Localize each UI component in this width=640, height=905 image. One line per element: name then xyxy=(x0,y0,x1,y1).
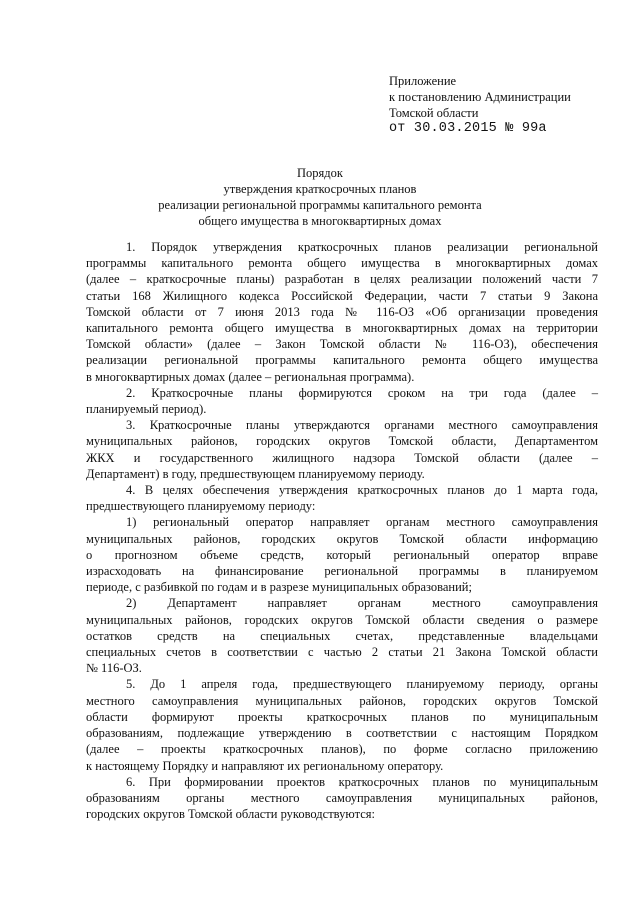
paragraph-line: Департамент) в году, предшествующем планируемому периоду. xyxy=(86,466,425,481)
appendix-region: Томской области xyxy=(389,106,479,120)
appendix-resolution: к постановлению Администрации xyxy=(389,90,571,104)
appendix-label: Приложение xyxy=(389,74,457,88)
paragraph xyxy=(86,417,598,482)
paragraph-line: области формируют проекты краткосрочных планов по муниципальным xyxy=(86,709,598,724)
paragraph-line: программы капитального ремонта общего имущества в многоквартирных домах xyxy=(86,256,598,271)
paragraph-line: специальных счетов в соответствии с частью 2 статьи 21 Закона Томской области xyxy=(86,645,598,660)
paragraph xyxy=(86,239,598,385)
paragraph-line: 5. До 1 апреля года, предшествующего планируемому периоду, органы xyxy=(126,677,598,692)
paragraph-line: Томской области от 7 июня 2013 года № 116-ОЗ «Об организации проведения xyxy=(86,304,598,319)
paragraph-line: израсходовать на финансирование региональной программы в планируемом xyxy=(86,564,598,579)
document-body xyxy=(86,239,598,822)
paragraph-line: 1) региональный оператор направляет органам местного самоуправления xyxy=(126,515,598,530)
paragraph-line: планируемый период). xyxy=(86,402,207,417)
paragraph-line: 3. Краткосрочные планы утверждаются органами местного самоуправления xyxy=(126,418,598,433)
paragraph-line: (далее – проекты краткосрочных планов), по форме согласно приложению xyxy=(86,742,598,757)
paragraph-line: 1. Порядок утверждения краткосрочных планов реализации региональной xyxy=(126,240,598,254)
paragraph xyxy=(86,595,598,676)
paragraph-line: № 116-ОЗ. xyxy=(86,661,142,676)
paragraph xyxy=(86,385,598,417)
paragraph xyxy=(86,482,598,514)
paragraph-line: муниципальных районов, городских округов Томской области информацию xyxy=(86,531,598,546)
paragraph-line: образованиям органы местного самоуправления муниципальных районов, xyxy=(86,790,598,805)
appendix-header xyxy=(389,73,609,137)
paragraph-line: 2) Департамент направляет органам местного самоуправления xyxy=(126,596,598,611)
paragraph-line: статьи 168 Жилищного кодекса Российской Федерации, части 7 статьи 9 Закона xyxy=(86,288,598,303)
paragraph-line: образованиям, подлежащие утверждению в соответствии с настоящим Порядком xyxy=(86,726,598,741)
paragraph-line: в многоквартирных домах (далее – региональная программа). xyxy=(86,369,415,384)
paragraph-line: остатков средств на специальных счетах, представленные владельцами xyxy=(86,628,598,643)
paragraph-line: о прогнозном объеме средств, который региональный оператор вправе xyxy=(86,547,598,562)
paragraph-line: муниципальных районов, городских округов Томской области сведения о размере xyxy=(86,612,598,627)
paragraph-line: местного самоуправления муниципальных районов, городских округов Томской xyxy=(86,693,598,708)
paragraph-line: ЖКХ и государственного жилищного надзора Томской области (далее – xyxy=(86,450,598,465)
paragraph xyxy=(86,514,598,595)
appendix-date-number: от 30.03.2015 № 99а xyxy=(389,121,547,136)
paragraph-line: периоде, с разбивкой по годам и в разрезе муниципальных образований; xyxy=(86,580,472,595)
paragraph-line: 6. При формировании проектов краткосрочных планов по муниципальным xyxy=(126,774,598,789)
paragraph-line: муниципальных районов, городских округов Томской области, Департаментом xyxy=(86,434,598,449)
paragraph-line: (далее – краткосрочные планы) разработан в целях реализации положений части 7 xyxy=(86,272,598,287)
title-line: реализации региональной программы капитального ремонта xyxy=(158,198,482,212)
paragraph-line: 4. В целях обеспечения утверждения краткосрочных планов до 1 марта года, xyxy=(126,483,598,498)
document-title xyxy=(110,165,530,229)
paragraph xyxy=(86,676,598,773)
paragraph-line: городских округов Томской области руководствуются: xyxy=(86,807,375,822)
title-line: Порядок xyxy=(297,166,343,180)
paragraph-line: капитального ремонта общего имущества в многоквартирных домах на территории xyxy=(86,321,598,336)
paragraph-line: реализации региональной программы капитального ремонта общего имущества xyxy=(86,353,598,368)
paragraph-line: Томской области» (далее – Закон Томской области № 116-ОЗ), обеспечения xyxy=(86,337,598,352)
paragraph-line: к настоящему Порядку и направляют их региональному оператору. xyxy=(86,758,444,773)
title-line: общего имущества в многоквартирных домах xyxy=(198,214,442,228)
title-line: утверждения краткосрочных планов xyxy=(223,182,417,196)
paragraph-line: 2. Краткосрочные планы формируются сроком на три года (далее – xyxy=(126,385,598,400)
paragraph-line: предшествующего планируемому периоду: xyxy=(86,499,316,514)
paragraph xyxy=(86,774,598,823)
